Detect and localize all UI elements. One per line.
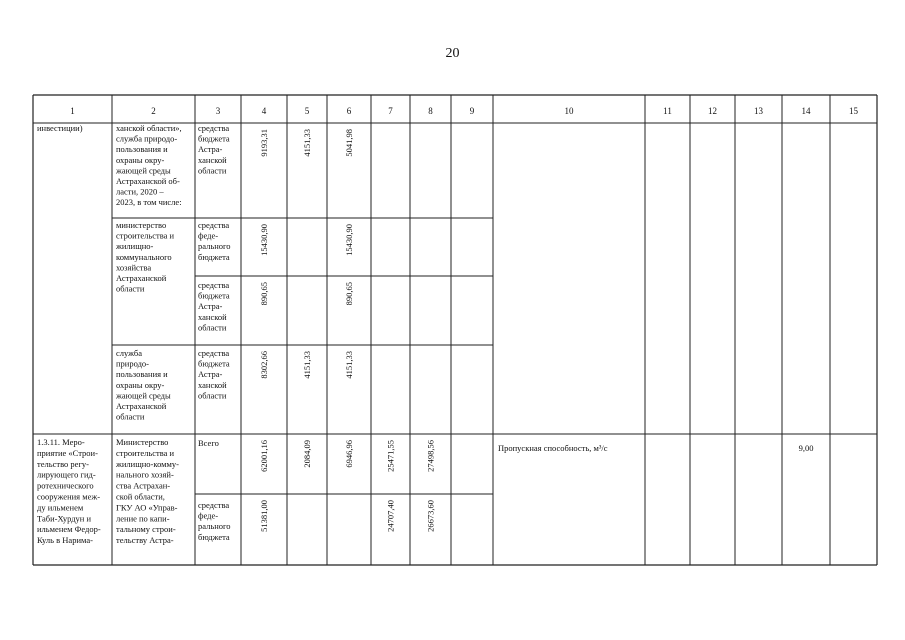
value-r2-c4: 15430,90 [259, 224, 269, 256]
value-r1-c5: 4151,33 [302, 129, 312, 157]
responsible-line: тальному строи- [116, 524, 176, 535]
column-header-11: 11 [663, 106, 672, 116]
responsible-line: Министерство [116, 437, 169, 447]
measure-name-line: сооружения меж- [37, 491, 101, 502]
funding-source-line: бюджета [198, 358, 230, 369]
funding-source-line: феде- [198, 230, 219, 241]
value-r6-c4: 51381,00 [259, 500, 269, 532]
funding-source-line: средства [198, 348, 230, 358]
responsible-line: нального хозяй- [116, 469, 174, 480]
responsible-line: пользования и [116, 144, 168, 155]
column-header-7: 7 [388, 106, 393, 116]
column-header-5: 5 [304, 106, 310, 116]
column-header-13: 13 [754, 106, 763, 116]
funding-source-total: Всего [198, 438, 219, 448]
table-body [37, 123, 813, 545]
responsible-line: области [116, 283, 145, 294]
responsible-line: жающей среды [116, 390, 171, 401]
responsible-line: строительства и [116, 230, 175, 241]
responsible-line: жилищно-комму- [116, 458, 180, 469]
measure-name-line: ду ильменем [37, 502, 84, 513]
responsible-line: хозяйства [116, 262, 152, 273]
responsible-line: Астраханской об- [116, 176, 180, 186]
responsible-line: ханской области», [116, 123, 182, 133]
responsible-line: жающей среды [116, 165, 171, 176]
column-header-10: 10 [564, 106, 574, 116]
column-header-3: 3 [215, 106, 221, 116]
funding-source-line: ханской [198, 154, 227, 165]
measure-name-line: Таби-Хурдун и [37, 513, 92, 524]
value-r3-c4: 890,65 [259, 282, 269, 306]
column-header-9: 9 [469, 106, 475, 116]
column-header-6: 6 [346, 106, 352, 116]
value-r3-c6: 890,65 [344, 282, 354, 306]
column-header-8: 8 [428, 106, 433, 116]
responsible-line: служба природо- [116, 133, 178, 144]
funding-source-line: бюджета [198, 290, 230, 301]
measure-name-line: тельство регу- [37, 458, 90, 469]
value-r1-c6: 5041,98 [344, 129, 354, 157]
responsible-line: ства Астрахан- [116, 480, 171, 491]
value-r5-c6: 6946,96 [344, 440, 354, 468]
funding-source-line: Астра- [198, 369, 223, 380]
responsible-line: охраны окру- [116, 379, 165, 390]
responsible-line: ласти, 2020 – [116, 186, 164, 197]
measure-name-line: лирующего гид- [37, 469, 96, 480]
value-r4-c6: 4151,33 [344, 351, 354, 379]
responsible-line: ской области, [116, 491, 165, 502]
col1-investments: инвестиции) [37, 123, 83, 133]
funding-source-line: рального [198, 521, 231, 532]
responsible-line: жилищно- [116, 241, 154, 252]
column-header-4: 4 [261, 106, 267, 116]
indicator-label: Пропускная способность, м³/с [498, 443, 608, 453]
responsible-line: пользования и [116, 369, 168, 380]
funding-source-line: бюджета [198, 133, 230, 144]
value-r5-c5: 2084,09 [302, 440, 312, 468]
responsible-line: Астраханской [116, 401, 167, 411]
column-header-2: 2 [151, 106, 156, 116]
page-number: 20 [445, 46, 460, 61]
responsible-line: тельству Астра- [116, 535, 174, 546]
funding-source-line: Астра- [198, 144, 223, 155]
measure-name-line: приятие «Строи- [37, 447, 98, 458]
value-r4-c4: 8302,66 [259, 351, 269, 379]
value-r4-c5: 4151,33 [302, 351, 312, 379]
funding-source-line: бюджета [198, 531, 230, 542]
funding-source-line: области [198, 322, 227, 333]
value-r2-c6: 15430,90 [344, 224, 354, 256]
funding-source-line: ханской [198, 311, 227, 322]
funding-source-line: средства [198, 123, 230, 133]
responsible-line: коммунального [116, 251, 172, 262]
value-r5-c4: 62001,16 [259, 440, 269, 472]
funding-source-line: феде- [198, 510, 219, 521]
responsible-line: природо- [116, 358, 150, 369]
funding-source-line: области [198, 390, 227, 401]
funding-source-line: рального [198, 241, 231, 252]
responsible-line: строительства и [116, 447, 175, 458]
value-r6-c7: 24707,40 [385, 500, 396, 532]
column-header-1: 1 [70, 106, 75, 116]
funding-source-line: бюджета [198, 251, 230, 262]
value-r6-c8: 26673,60 [425, 500, 436, 532]
value-r5-c7: 25471,55 [385, 440, 396, 472]
funding-source-line: средства [198, 220, 230, 230]
funding-source-line: ханской [198, 379, 227, 390]
column-header-12: 12 [708, 106, 717, 116]
measure-name-line: Куль в Нарима- [37, 535, 93, 546]
funding-source-line: средства [198, 500, 230, 510]
funding-source-line: средства [198, 280, 230, 290]
value-r5-c8: 27498,56 [425, 440, 436, 472]
value-r1-c4: 9193,31 [259, 129, 269, 157]
measure-name-line: 1.3.11. Меро- [37, 437, 85, 447]
column-header-14: 14 [801, 106, 811, 116]
responsible-line: области [116, 411, 145, 422]
indicator-value-col14: 9,00 [798, 443, 814, 453]
measure-name-line: ильменем Федор- [37, 524, 101, 535]
funding-source-line: области [198, 165, 227, 176]
table-header-row [70, 106, 858, 116]
responsible-line: охраны окру- [116, 154, 165, 165]
responsible-line: служба [116, 348, 143, 358]
responsible-line: ГКУ АО «Управ- [116, 502, 178, 513]
measure-name-line: ротехнического [37, 480, 94, 491]
responsible-line: 2023, в том числе: [116, 197, 182, 208]
funding-source-line: Астра- [198, 301, 223, 312]
responsible-line: министерство [116, 220, 167, 230]
column-header-15: 15 [849, 106, 858, 116]
responsible-line: Астраханской [116, 273, 167, 283]
responsible-line: ление по капи- [116, 513, 170, 524]
